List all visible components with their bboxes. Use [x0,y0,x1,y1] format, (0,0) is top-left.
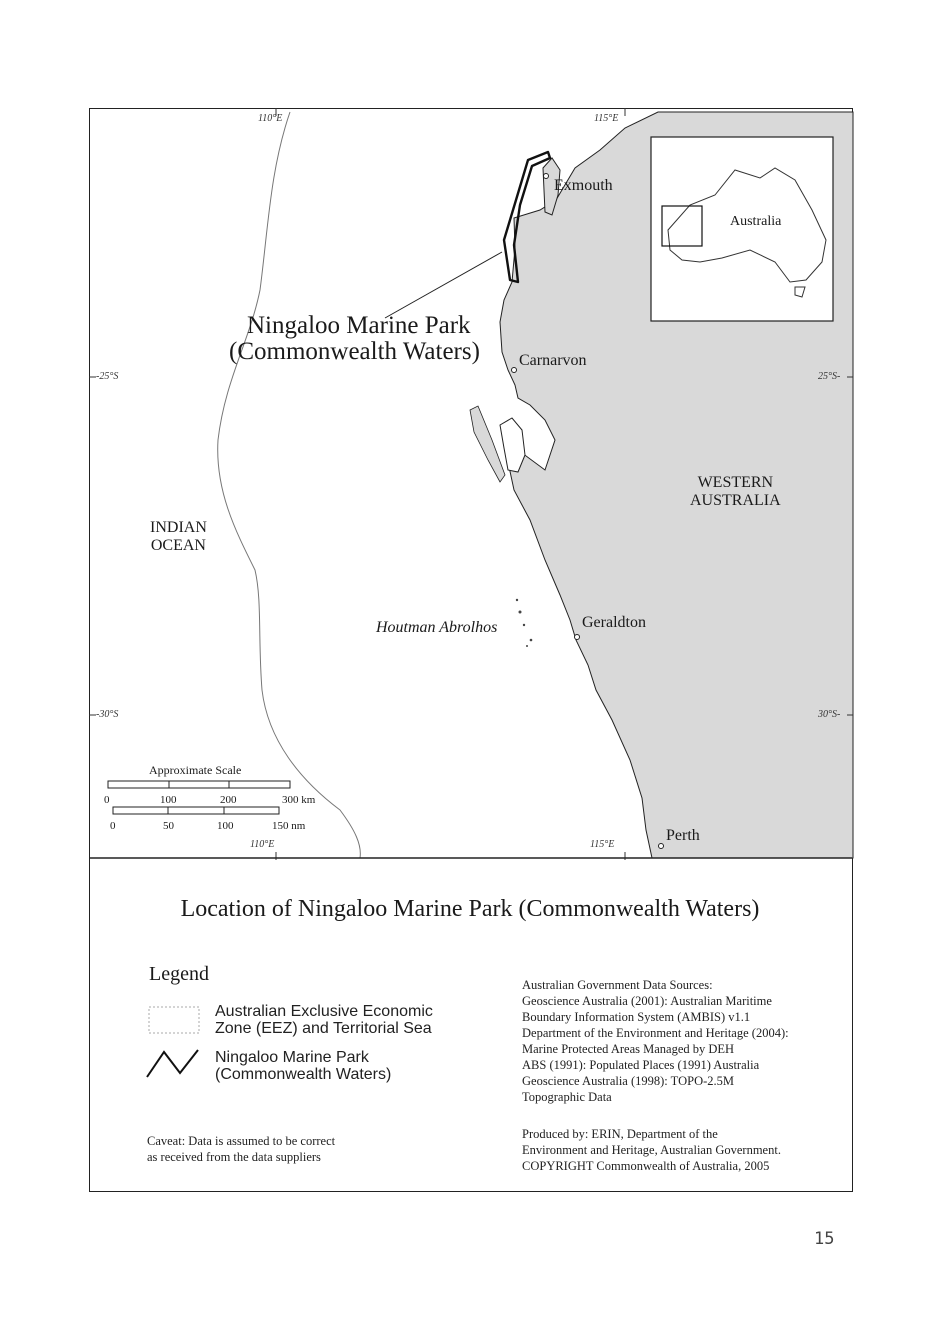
legend-eez-text [215,1004,433,1038]
scale-title: Approximate Scale [149,763,242,777]
state-line1: WESTERN [697,474,774,491]
inset-label-australia: Australia [730,214,782,229]
caveat-line1: Caveat: Data is assumed to be correct [147,1134,336,1148]
legend-eez-swatch [149,1007,199,1033]
scale-km-200: 200 [220,794,237,806]
park-leader-line [385,252,502,318]
scale-km-0: 0 [104,794,110,806]
lat-25-left: -25°S [96,371,119,382]
scale-bars [108,781,290,814]
label-houtman-abrolhos: Houtman Abrolhos [376,619,498,636]
park-label-line1: Ningaloo Marine Park [247,312,471,339]
legend-park-line2: (Commonwealth Waters) [215,1065,392,1083]
lon-115-bottom: 115°E [590,839,615,850]
shark-bay-peninsula [500,418,525,472]
source-line: Australian Government Data Sources: [522,978,713,992]
label-indian-ocean [150,519,207,554]
lat-25-right: 25°S- [818,371,841,382]
scale-km-100: 100 [160,794,177,806]
source-line: Boundary Information System (AMBIS) v1.1 [522,1010,751,1024]
legend-eez-line1: Australian Exclusive Economic [215,1003,433,1020]
houtman-abrolhos-islands [516,599,533,647]
scale-nm-100: 100 [217,820,234,832]
produced-line: Environment and Heritage, Australian Government. [522,1143,781,1157]
label-exmouth: Exmouth [554,177,613,194]
ocean-line2: OCEAN [150,536,206,554]
legend-eez-line2: Zone (EEZ) and Territorial Sea [215,1019,432,1037]
caveat-text [147,1133,335,1165]
park-label-line2: (Commonwealth Waters) [229,338,480,365]
source-line: Marine Protected Areas Managed by DEH [522,1042,735,1056]
ocean-line1: INDIAN [150,519,207,536]
scale-nm-150: 150 nm [272,820,306,832]
legend-park-line1: Ningaloo Marine Park [215,1049,369,1066]
data-sources [522,977,789,1105]
source-line: Geoscience Australia (1998): TOPO-2.5M [522,1074,734,1088]
eez-boundary [218,112,361,858]
lon-115-top: 115°E [594,113,619,124]
source-line: Topographic Data [522,1090,612,1104]
dirk-hartog-island [470,406,505,482]
map-title: Location of Ningaloo Marine Park (Commonwealth Waters) [180,896,760,922]
caveat-line2: as received from the data suppliers [147,1150,321,1164]
lon-110-top: 110°E [258,113,283,124]
scale-nm-0: 0 [110,820,116,832]
source-line: Department of the Environment and Heritage (2004): [522,1026,789,1040]
produced-line: COPYRIGHT Commonwealth of Australia, 2005 [522,1159,770,1173]
source-line: ABS (1991): Populated Places (1991) Australia [522,1058,760,1072]
label-geraldton: Geraldton [582,614,646,631]
legend-park-symbol [147,1050,198,1077]
produced-line: Produced by: ERIN, Department of the [522,1127,718,1141]
label-western-australia [690,474,781,509]
legend-park-text [215,1050,391,1084]
page-number: 15 [814,1229,835,1249]
source-line: Geoscience Australia (2001): Australian Maritime [522,994,772,1008]
label-perth: Perth [666,827,700,844]
lat-30-right: 30°S- [818,709,841,720]
state-line2: AUSTRALIA [690,491,781,509]
legend-heading: Legend [149,963,209,985]
lat-30-left: -30°S [96,709,119,720]
scale-nm-50: 50 [163,820,174,832]
label-carnarvon: Carnarvon [519,352,587,369]
produced-by [522,1126,781,1174]
scale-km-300: 300 km [282,794,316,806]
lon-110-bottom: 110°E [250,839,275,850]
